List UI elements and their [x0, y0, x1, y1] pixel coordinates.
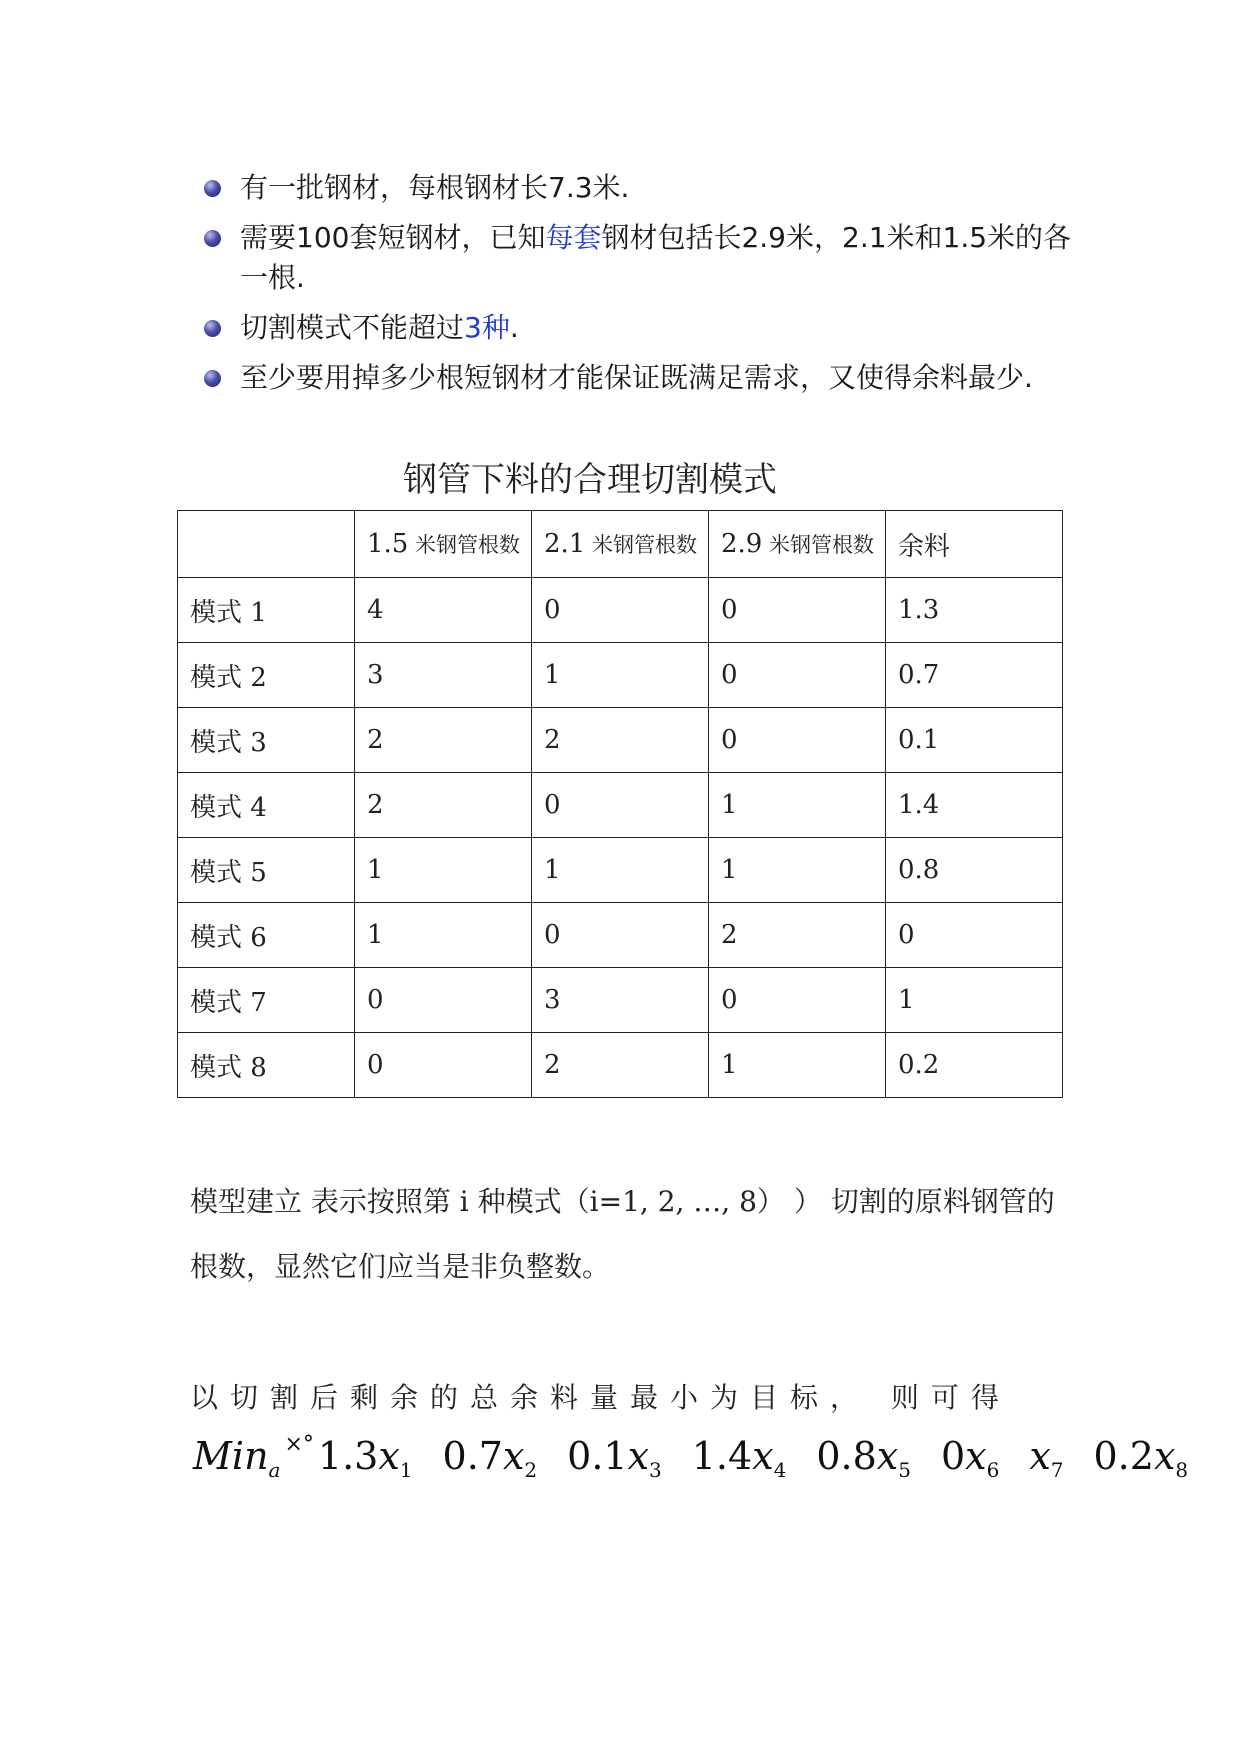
formula-term: $0.1x_3$ — [567, 1434, 662, 1482]
table-cell: 2 — [532, 1033, 709, 1098]
table-cell: 2 — [355, 708, 532, 773]
bullet-item-2: 需要100套短钢材，已知每套钢材包括长2.9米，2.1米和1.5米的各一根. — [200, 218, 1080, 298]
table-cell: 3 — [355, 643, 532, 708]
table-cell: 1 — [532, 838, 709, 903]
formula-term: $1.3x_1$ — [317, 1434, 413, 1482]
table-cell: 模式 2 — [178, 643, 355, 708]
formula-min: Min — [193, 1434, 269, 1478]
table-cell: 2 — [532, 708, 709, 773]
table-row — [178, 643, 1063, 708]
table-cell: 1 — [709, 773, 886, 838]
table-row — [178, 968, 1063, 1033]
header-cell: 2.1 米钢管根数 — [532, 511, 709, 578]
table-cell: 模式 7 — [178, 968, 355, 1033]
table-cell: 0 — [532, 903, 709, 968]
table-cell: 3 — [532, 968, 709, 1033]
model-paragraph-cont: 根数，显然它们应当是非负整数。 — [190, 1250, 611, 1283]
header-cell: 余料 — [886, 511, 1063, 578]
formula-term: $0.2x_8$ — [1093, 1434, 1189, 1482]
highlight-text: 每套 — [545, 221, 602, 254]
table-cell: 模式 8 — [178, 1033, 355, 1098]
table-cell: 0 — [886, 903, 1063, 968]
bullet-dot-icon — [204, 320, 221, 337]
bullet-dot-icon — [204, 370, 221, 387]
table-cell: 0 — [709, 643, 886, 708]
formula-symbol: ×° — [284, 1432, 314, 1457]
table-cell: 1 — [886, 968, 1063, 1033]
table-cell: 0 — [709, 968, 886, 1033]
cutting-pattern-table — [177, 510, 1063, 1098]
table-cell: 0.2 — [886, 1033, 1063, 1098]
table-cell: 1.3 — [886, 578, 1063, 643]
table-row — [178, 773, 1063, 838]
bullet-dot-icon — [204, 230, 221, 247]
table-cell: 0 — [355, 968, 532, 1033]
model-paragraph: 模型建立 表示按照第 i 种模式（i=1, 2, …, 8） ） 切割的原料钢管的 — [190, 1185, 1055, 1218]
table-cell: 模式 5 — [178, 838, 355, 903]
formula-term: $1.4x_4$ — [691, 1434, 787, 1482]
bullet-list — [200, 168, 1080, 408]
table-title: 钢管下料的合理切割模式 — [403, 460, 777, 500]
table-cell: 1 — [355, 903, 532, 968]
bullet-dot-icon — [204, 180, 221, 197]
formula-term: $x_7$ — [1029, 1434, 1064, 1482]
table-cell: 1 — [532, 643, 709, 708]
bullet-item-4: 至少要用掉多少根短钢材才能保证既满足需求，又使得余料最少. — [200, 358, 1080, 398]
table-cell: 2 — [709, 903, 886, 968]
table-row — [178, 838, 1063, 903]
table-header-row — [178, 511, 1063, 578]
formula-term: $0.7x_2$ — [442, 1434, 538, 1482]
table-cell: 0.8 — [886, 838, 1063, 903]
table-cell: 0 — [532, 773, 709, 838]
formula-term: $0.8x_5$ — [816, 1434, 911, 1482]
table-cell: 模式 4 — [178, 773, 355, 838]
table-row — [178, 903, 1063, 968]
header-cell — [178, 511, 355, 578]
table-cell: 0.1 — [886, 708, 1063, 773]
table-cell: 0 — [532, 578, 709, 643]
formula-term: $0x_6$ — [940, 1434, 1000, 1482]
table-row — [178, 578, 1063, 643]
table-cell: 0.7 — [886, 643, 1063, 708]
bullet-item-3: 切割模式不能超过3种. — [200, 308, 1080, 348]
highlight-text: 3种 — [464, 311, 510, 344]
table-row — [178, 1033, 1063, 1098]
table-cell: 模式 3 — [178, 708, 355, 773]
table-cell: 0 — [709, 578, 886, 643]
table-cell: 模式 6 — [178, 903, 355, 968]
table-cell: 0 — [709, 708, 886, 773]
table-cell: 1 — [709, 1033, 886, 1098]
objective-paragraph: 以切割后剩余的总余料量最小为目标， 则可得 — [190, 1381, 1011, 1414]
table-row — [178, 708, 1063, 773]
table-cell: 4 — [355, 578, 532, 643]
table-cell: 1.4 — [886, 773, 1063, 838]
table-cell: 2 — [355, 773, 532, 838]
header-cell: 2.9 米钢管根数 — [709, 511, 886, 578]
table-cell: 1 — [355, 838, 532, 903]
table-cell: 模式 1 — [178, 578, 355, 643]
bullet-item-1: 有一批钢材，每根钢材长7.3米. — [200, 168, 1080, 208]
header-cell: 1.5 米钢管根数 — [355, 511, 532, 578]
table-cell: 0 — [355, 1033, 532, 1098]
table-cell: 1 — [709, 838, 886, 903]
objective-formula: Min$_a$×° $1.3x_1$ $0.7x_2$ $0.1x_3$ $1.4x_4$ $0.8x_5$ $0x_6$ $x_7$ $0.2x_8$ — [193, 1432, 1189, 1482]
